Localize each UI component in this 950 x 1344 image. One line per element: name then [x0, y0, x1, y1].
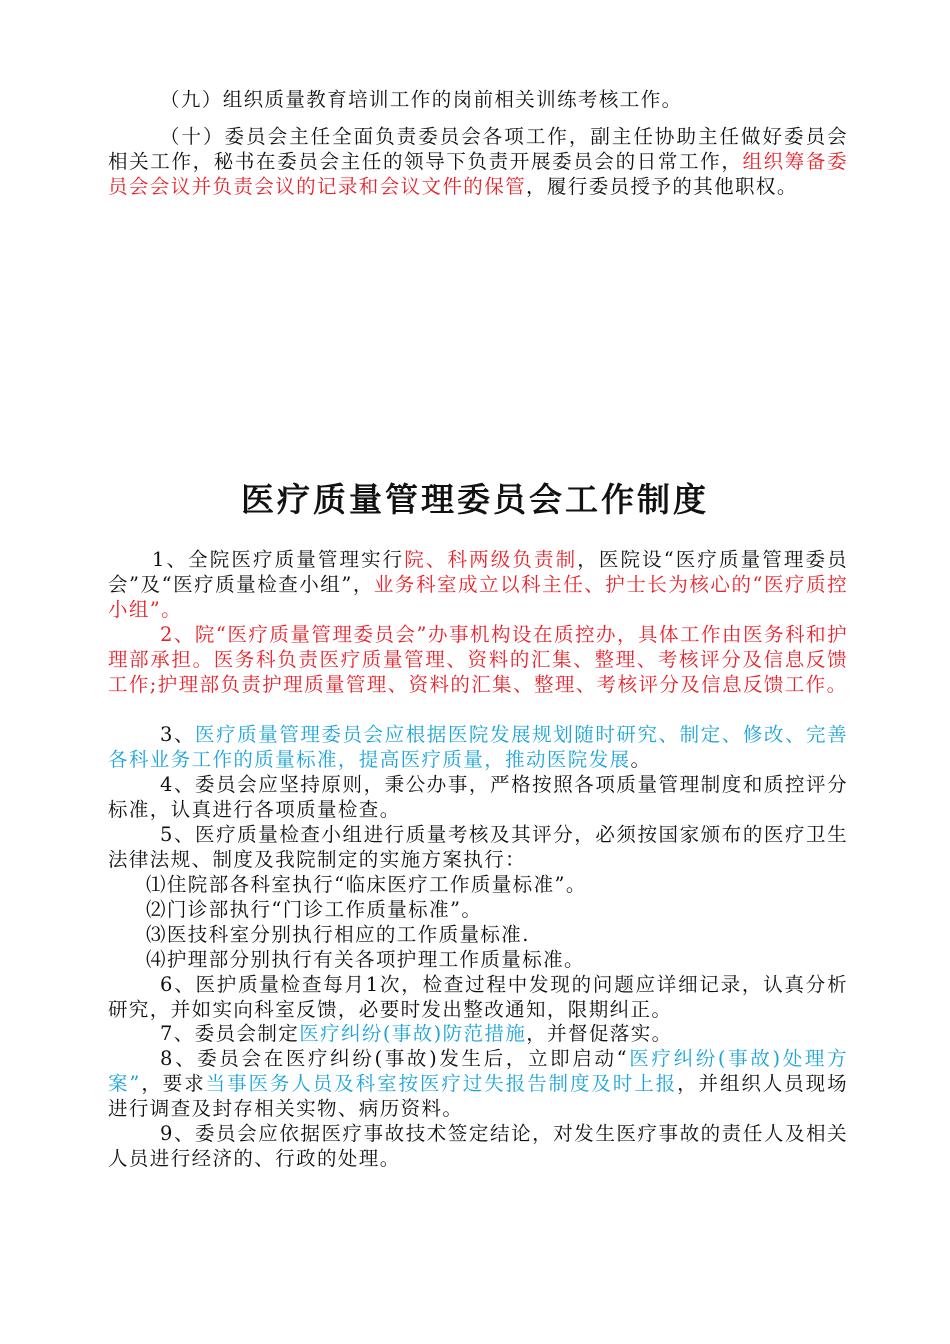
item-9 [108, 1121, 848, 1171]
item-7 [108, 1021, 848, 1046]
paragraph-nine [108, 87, 848, 112]
item-3-end: 。 [630, 748, 652, 771]
item-8-highlight-a: 医疗纠纷(事故)处理方案” [108, 1047, 848, 1095]
sub-item-3-text: ⑶医技科室分别执行相应的工作质量标准. [146, 923, 530, 946]
paragraph-ten-highlight: 组织筹备委员会会议并负责会议的记录和会议文件的保管 [108, 150, 848, 198]
item-6-text: 6、医护质量检查每月1次，检查过程中发现的问题应详细记录，认真分析研究，并如实向科室反馈，必要时发出整改通知，限期纠正。 [108, 973, 848, 1021]
item-1-highlight-b: 业务科室成立以科主任、护士长为核心的“医疗质控小组”。 [108, 573, 849, 621]
item-3 [108, 722, 848, 772]
item-6 [108, 972, 848, 1022]
item-2-text: 2、院“医疗质量管理委员会”办事机构设在质控办，具体工作由医务科和护理部承担。医务科负责医疗质量管理、资料的汇集、整理、考核评分及信息反馈工作;护理部负责护理质量管理、资料的汇集、整理、考核评分及信息反馈工作。 [108, 623, 848, 696]
item-8-text: 8、委员会在医疗纠纷(事故)发生后，立即启动“ [160, 1047, 629, 1070]
sub-item-4 [108, 947, 848, 972]
item-7-text: 7、委员会制定 [160, 1022, 300, 1045]
item-1 [108, 547, 848, 622]
paragraph-ten-tail: ，履行委员授予的其他职权。 [526, 175, 798, 198]
item-8-text-b: ，要求 [140, 1072, 206, 1095]
item-1-text: 1、全院医疗质量管理实行 [152, 548, 405, 571]
item-4 [108, 772, 848, 822]
item-8-tail: ，并组织人员现场进行调查及封存相关实物、病历资料。 [108, 1072, 848, 1120]
item-8 [108, 1046, 848, 1121]
sub-item-1 [108, 872, 848, 897]
item-5 [108, 822, 848, 872]
paragraph-ten-text: （十）委员会主任全面负责委员会各项工作，副主任协助主任做好委员会相关工作，秘书在委员会主任的领导下负责开展委员会的日常工作， [108, 125, 848, 173]
paragraph-ten [108, 124, 848, 199]
item-1-text-b: ，医院设“医疗质量管理委员会”及“医疗质量检查小组”， [108, 548, 848, 596]
item-1-highlight-a: 院、科两级负责制 [404, 548, 578, 571]
item-4-text: 4、委员会应坚持原则，秉公办事，严格按照各项质量管理制度和质控评分标准，认真进行各项质量检查。 [108, 773, 848, 821]
sub-item-2-text: ⑵门诊部执行“门诊工作质量标准”。 [146, 898, 483, 921]
item-7-tail: ，并督促落实。 [526, 1022, 673, 1045]
item-2 [108, 622, 848, 697]
sub-item-4-text: ⑷护理部分别执行有关各项护理工作质量标准。 [146, 948, 585, 971]
sub-item-2 [108, 897, 848, 922]
sub-item-3 [108, 922, 848, 947]
item-8-highlight-b: 当事医务人员及科室按医疗过失报告制度及时上报 [205, 1072, 678, 1095]
item-7-highlight: 医疗纠纷(事故)防范措施 [299, 1022, 527, 1045]
item-5-text: 5、医疗质量检查小组进行质量考核及其评分，必须按国家颁布的医疗卫生法律法规、制度及我院制定的实施方案执行： [108, 823, 848, 871]
paragraph-nine-text: （九）组织质量教育培训工作的岗前相关训练考核工作。 [160, 88, 683, 111]
item-3-highlight: 医疗质量管理委员会应根据医院发展规划随时研究、制定、修改、完善各科业务工作的质量标准，提高医疗质量，推动医院发展 [108, 723, 848, 771]
document-title: 医疗质量管理委员会工作制度 [241, 480, 709, 519]
sub-item-1-text: ⑴住院部各科室执行“临床医疗工作质量标准”。 [146, 873, 587, 896]
item-3-number: 3、 [160, 723, 196, 746]
item-9-text: 9、委员会应依据医疗事故技术签定结论，对发生医疗事故的责任人及相关人员进行经济的、行政的处理。 [108, 1122, 848, 1170]
